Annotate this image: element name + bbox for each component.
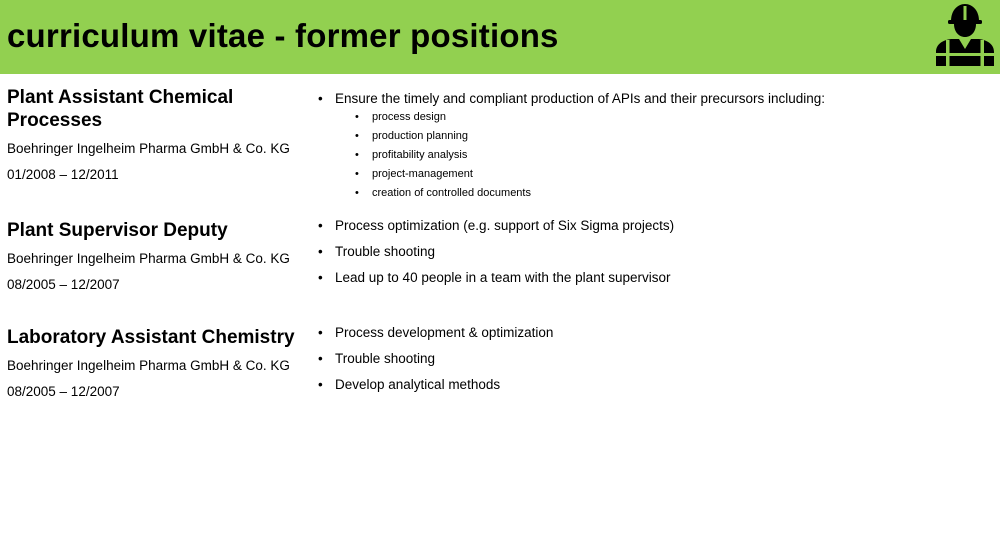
bullet-item: • Develop analytical methods	[318, 372, 988, 398]
bullet-item: • Process development & optimization	[318, 320, 988, 346]
job-title: Plant Supervisor Deputy	[7, 220, 228, 241]
bullet-item: • Ensure the timely and compliant production of APIs and their precursors including:	[318, 86, 988, 112]
responsibilities	[318, 320, 988, 398]
company-name: Boehringer Ingelheim Pharma GmbH & Co. KG	[7, 251, 290, 266]
sub-bullet-item: • production planning	[318, 127, 988, 146]
header-bar	[0, 0, 1000, 74]
sub-bullet-list	[318, 108, 988, 203]
bullet-item: • Lead up to 40 people in a team with the plant supervisor	[318, 265, 988, 291]
company-name: Boehringer Ingelheim Pharma GmbH & Co. KG	[7, 358, 290, 373]
responsibilities	[318, 213, 988, 291]
job-title: Laboratory Assistant Chemistry	[7, 327, 295, 348]
bullet-item: • Trouble shooting	[318, 346, 988, 372]
employment-period: 08/2005 – 12/2007	[7, 277, 120, 292]
bullet-list	[318, 320, 988, 398]
position-details	[7, 219, 297, 298]
employment-period: 01/2008 – 12/2011	[7, 167, 119, 182]
company-name: Boehringer Ingelheim Pharma GmbH & Co. KG	[7, 141, 290, 156]
employment-period: 08/2005 – 12/2007	[7, 384, 120, 399]
page-title: curriculum vitae - former positions	[7, 17, 559, 54]
sub-bullet-item: • creation of controlled documents	[318, 184, 988, 203]
bullet-item: • Process optimization (e.g. support of Six Sigma projects)	[318, 213, 988, 239]
bullet-item: • Trouble shooting	[318, 239, 988, 265]
position-details	[7, 86, 297, 188]
sub-bullet-item: • process design	[318, 108, 988, 127]
job-title: Plant Assistant Chemical Processes	[7, 87, 234, 131]
position-details	[7, 326, 297, 405]
bullet-list	[318, 213, 988, 291]
sub-bullet-item: • project-management	[318, 165, 988, 184]
sub-bullet-item: • profitability analysis	[318, 146, 988, 165]
responsibilities	[318, 86, 988, 203]
construction-worker-icon	[934, 2, 996, 66]
